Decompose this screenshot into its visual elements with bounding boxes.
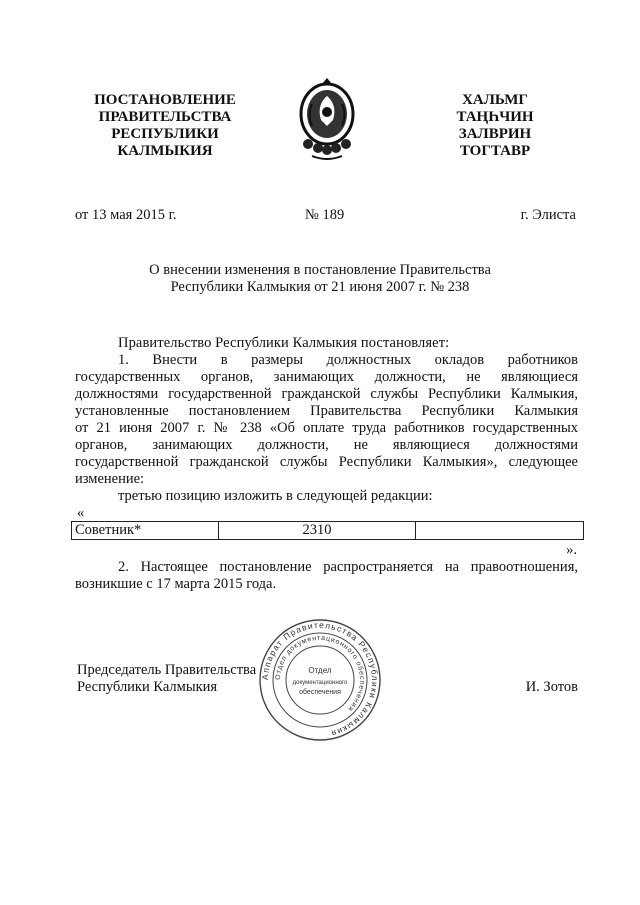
signatory-position-line: Председатель Правительства [77, 662, 257, 678]
instruction: третью позицию изложить в следующей редакции: [118, 488, 433, 504]
signatory-position [77, 662, 256, 696]
header-right-line: ЗАЛВРИН [458, 126, 532, 142]
signatory-name: И. Зотов [525, 679, 578, 695]
stamp-outer-text: Аппарат Правительства Республики Калмыкия [259, 619, 381, 739]
header-left-line: ПРАВИТЕЛЬСТВА [98, 109, 232, 125]
item-1-line: государственных органов, занимающих должности, не являющиеся [75, 369, 578, 385]
header-left-line: КАЛМЫКИЯ [117, 143, 213, 159]
title-line: Республики Калмыкия от 21 июня 2007 г. № 238 [170, 279, 470, 295]
stamp-center-line: Отдел [308, 666, 332, 675]
stamp-inner-text: Отдел документационного обеспечения [274, 634, 366, 713]
position-name-cell: Советник* [72, 522, 219, 540]
header-right [425, 92, 565, 160]
salary-cell: 2310 [219, 522, 416, 540]
document-date: от 13 мая 2015 г. [75, 207, 177, 223]
item-2 [75, 559, 578, 593]
empty-cell [416, 522, 584, 540]
header-right-line: ХАЛЬМГ [462, 92, 528, 108]
document-city: г. Элиста [520, 207, 576, 223]
document-number: № 189 [305, 207, 345, 223]
header-right-line: ТАҢҺЧИН [456, 109, 534, 125]
title-line: О внесении изменения в постановление Правительства [149, 262, 491, 278]
document-title [100, 262, 540, 296]
item-1-line: изменение: [75, 471, 145, 487]
item-1-line: установленные постановлением Правительства Республики Калмыкия [75, 403, 578, 419]
item-1-line: органов, занимающих должности, не являющиеся должностями [75, 437, 578, 453]
signatory-position-line: Республики Калмыкия [77, 679, 218, 695]
preamble: Правительство Республики Калмыкия постановляет: [118, 335, 450, 351]
header-left-line: РЕСПУБЛИКИ [111, 126, 219, 142]
item-1-line: 1. Внести в размеры должностных окладов работников [118, 352, 578, 368]
stamp-center-line: документационного [292, 680, 348, 686]
item-2-line: возникшие с 17 марта 2015 года. [75, 576, 277, 592]
coat-of-arms-icon [292, 76, 362, 162]
item-1 [75, 352, 578, 488]
table-row [72, 522, 584, 540]
header-left [85, 92, 245, 160]
open-quote: « [77, 505, 85, 521]
header-left-line: ПОСТАНОВЛЕНИЕ [94, 92, 236, 108]
stamp-center-line: обеспечения [299, 689, 341, 696]
item-1-line: должностями государственной гражданской службы Республики Калмыкия, [75, 386, 578, 402]
item-1-line: государственной гражданской службы Республики Калмыкия», следующее [75, 454, 578, 470]
position-table [71, 521, 584, 540]
official-stamp [258, 618, 382, 742]
item-2-line: 2. Настоящее постановление распространяется на правоотношения, [118, 559, 578, 575]
header-right-line: ТОГТАВР [459, 143, 531, 159]
item-1-line: от 21 июня 2007 г. № 238 «Об оплате труда работников государственных [75, 420, 578, 436]
close-quote: ». [566, 542, 577, 558]
